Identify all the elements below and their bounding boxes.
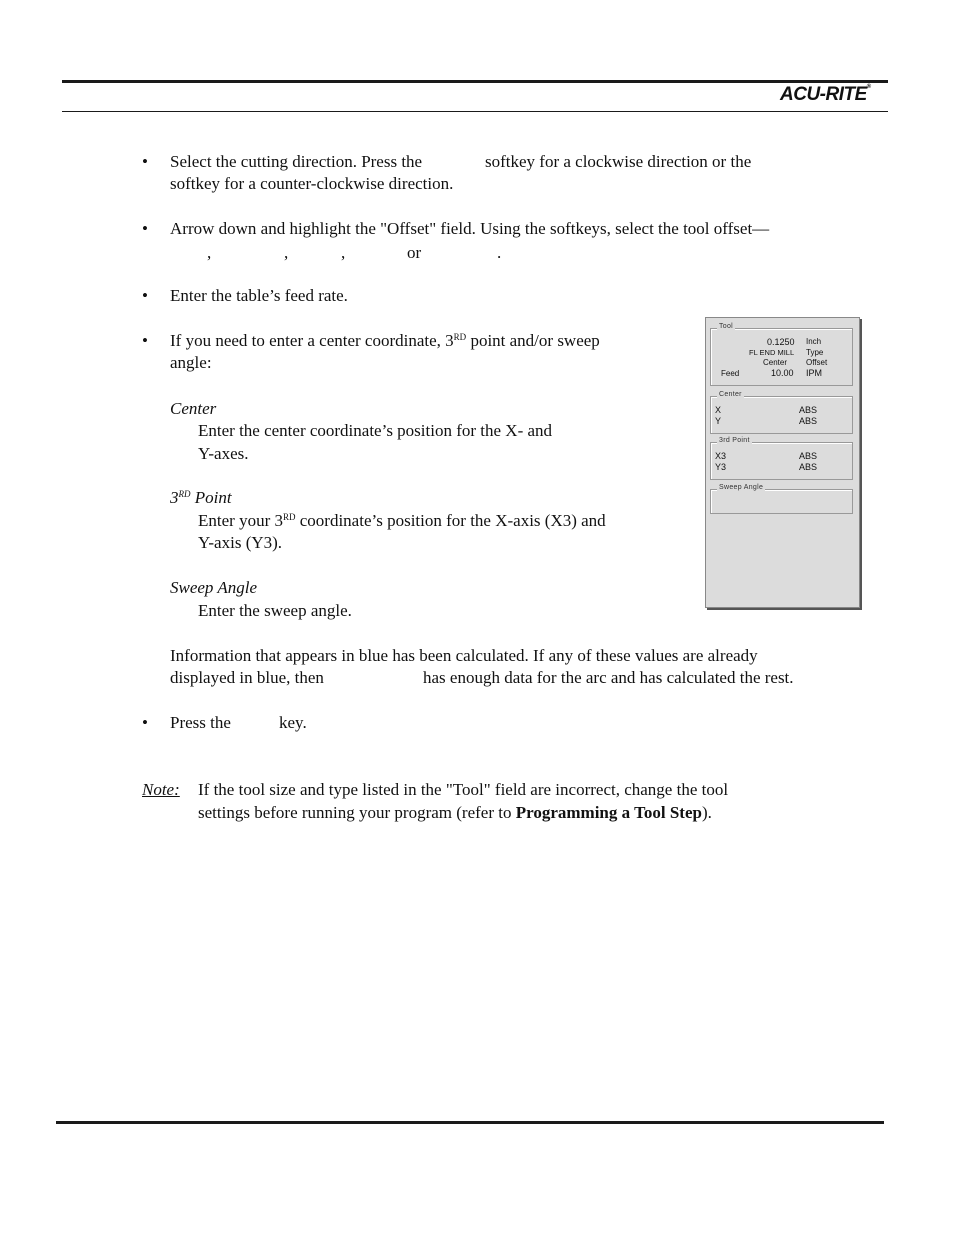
info-text: has enough data for the arc and has calculated the rest. <box>423 668 794 687</box>
note-label: Note: <box>142 780 180 799</box>
bullet-text: , <box>284 243 289 262</box>
center-x-mode[interactable]: ABS <box>799 405 818 415</box>
header-rule-thin <box>62 111 888 112</box>
tool-size-value: 0.1250 <box>767 337 795 347</box>
third-point-group <box>710 437 853 480</box>
third-x-label[interactable]: X3 <box>715 451 727 461</box>
sweep-angle-group[interactable] <box>710 484 853 514</box>
sweep-angle-group-label: Sweep Angle <box>719 484 764 491</box>
section-text: Y-axes. <box>198 444 249 463</box>
note-text: If the tool size and type listed in the "Tool" field are incorrect, change the tool <box>198 780 729 799</box>
bullet-text: , <box>341 243 346 262</box>
feed-label: Feed <box>721 369 740 378</box>
section-title-sweep: Sweep Angle <box>170 578 258 597</box>
bullet-text: Enter the table’s feed rate. <box>170 286 348 305</box>
info-text: Information that appears in blue has been calculated. If any of these values are already <box>170 646 758 665</box>
bullet-text: . <box>497 243 502 262</box>
bullet-text: or <box>407 243 422 262</box>
tool-type-value: FL END MILL <box>749 348 795 357</box>
bullet-symbol: • <box>142 331 148 350</box>
bullet-symbol: • <box>142 713 148 732</box>
tool-group <box>710 323 853 386</box>
bullet-symbol: • <box>142 152 148 171</box>
bullet-symbol: • <box>142 219 148 238</box>
section-title-center: Center <box>170 399 217 418</box>
tool-unit: Inch <box>806 337 822 346</box>
bullet-text: key. <box>279 713 307 732</box>
third-y-label[interactable]: Y3 <box>715 462 727 472</box>
bullet-text: If you need to enter a center coordinate, 3RD point and/or sweep <box>170 331 600 350</box>
center-group <box>710 391 853 434</box>
third-x-mode[interactable]: ABS <box>799 451 818 461</box>
tool-offset-label: Offset <box>806 358 828 367</box>
section-text: Enter the center coordinate’s position for the X- and <box>198 421 553 440</box>
center-x-label[interactable]: X <box>715 405 722 415</box>
section-text: Enter your 3RD coordinate’s position for the X-axis (X3) and <box>198 511 606 530</box>
bullet-symbol: • <box>142 286 148 305</box>
tool-offset-value[interactable]: Center <box>763 358 788 367</box>
center-group-label: Center <box>719 391 742 398</box>
note-text: settings before running your program (refer to Programming a Tool Step). <box>198 803 712 822</box>
feed-unit: IPM <box>806 368 823 378</box>
bullet-text: Select the cutting direction. Press the <box>170 152 423 171</box>
bullet-text: , <box>207 243 212 262</box>
bullet-text: softkey for a clockwise direction or the <box>485 152 752 171</box>
feed-value[interactable]: 10.00 <box>771 368 794 378</box>
acu-rite-logo: ACU-RITE® <box>780 84 871 105</box>
third-y-mode[interactable]: ABS <box>799 462 818 472</box>
section-text: Enter the sweep angle. <box>198 601 352 620</box>
bullet-text: angle: <box>170 353 212 372</box>
section-title-third-point: 3RD Point <box>170 488 232 507</box>
arc-step-form-panel <box>705 317 860 608</box>
bullet-text: softkey for a counter-clockwise direction. <box>170 174 454 193</box>
section-text: Y-axis (Y3). <box>198 533 283 552</box>
bullet-text: Press the <box>170 713 231 732</box>
info-text: displayed in blue, then <box>170 668 324 687</box>
bullet-text: Arrow down and highlight the "Offset" field. Using the softkeys, select the tool offset— <box>170 219 770 238</box>
tool-group-label: Tool <box>719 323 734 330</box>
tool-type-label: Type <box>806 348 824 357</box>
center-y-label[interactable]: Y <box>715 416 722 426</box>
center-y-mode[interactable]: ABS <box>799 416 818 426</box>
header-rule <box>62 80 888 83</box>
note-link-programming-tool-step: Programming a Tool Step <box>515 803 702 822</box>
footer-rule <box>56 1121 884 1124</box>
third-point-group-label: 3rd Point <box>719 437 750 444</box>
